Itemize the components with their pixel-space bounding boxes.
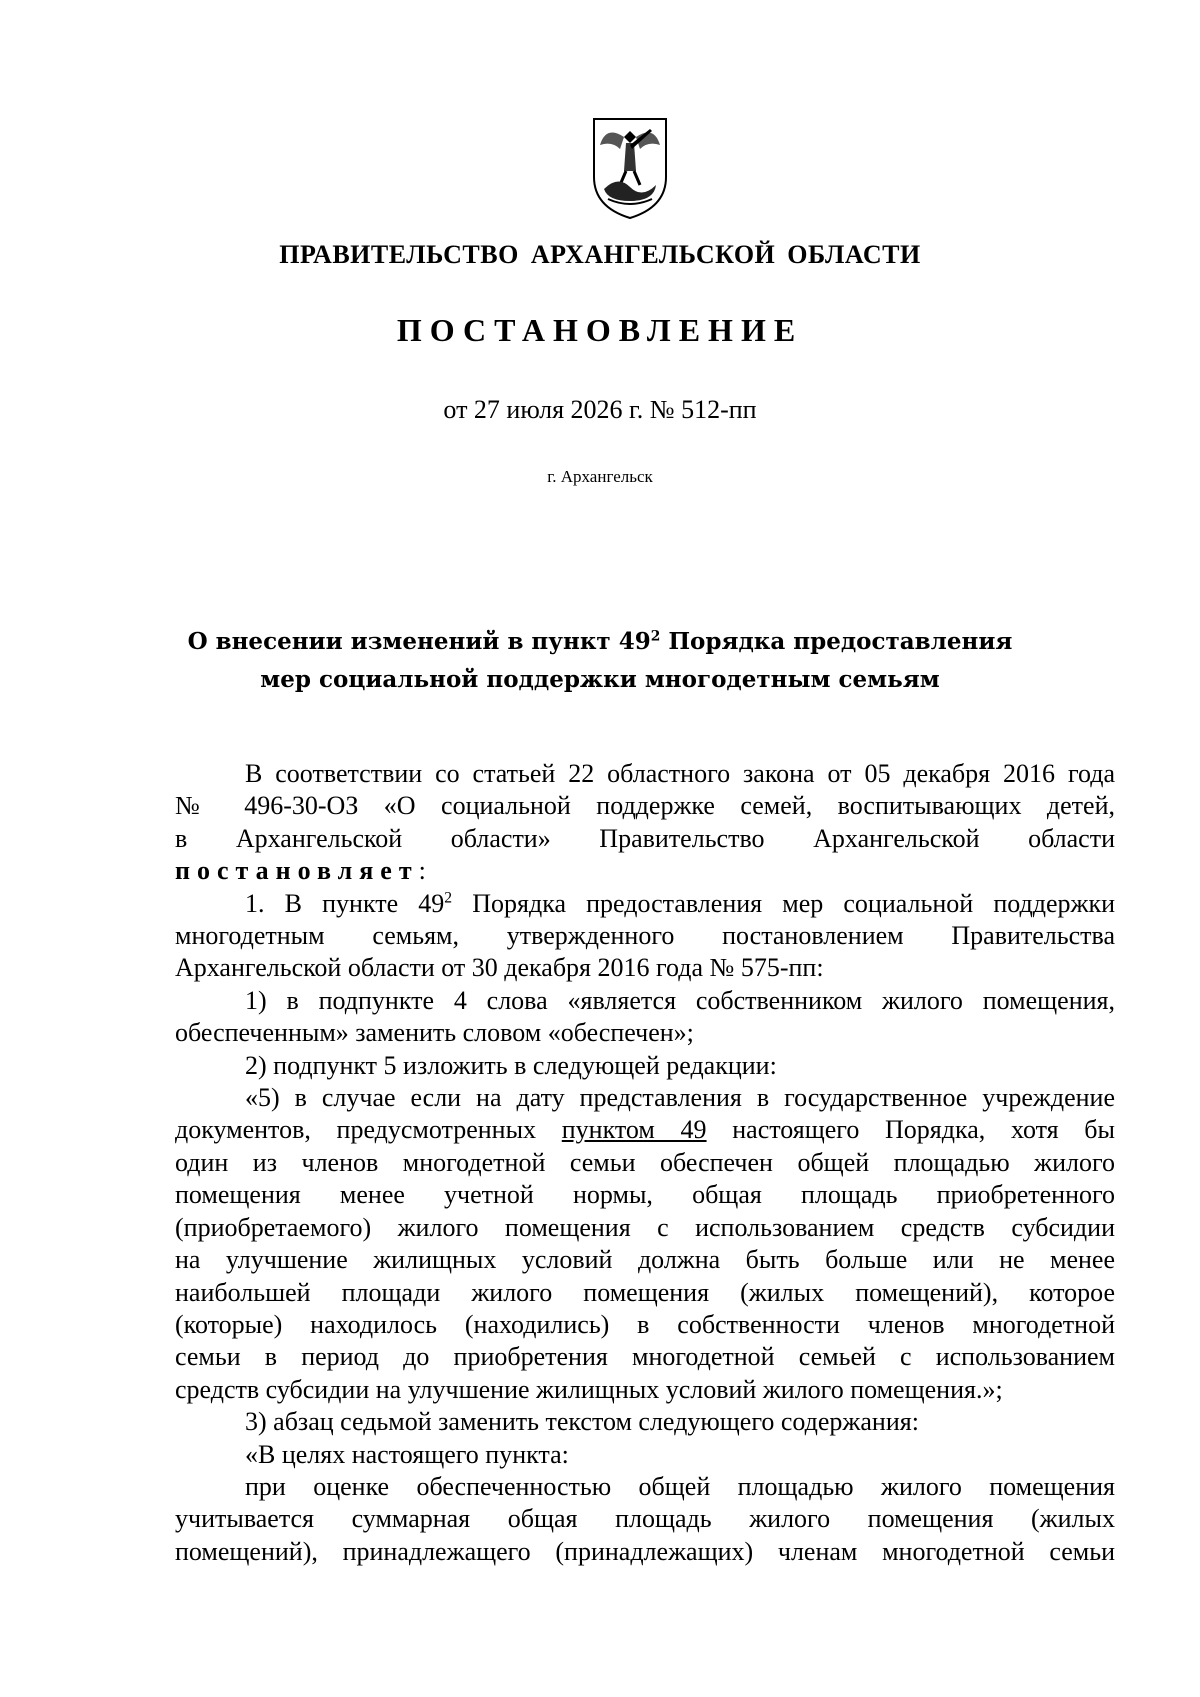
- body-line: семьи в период до приобретения многодетной семьей с использованием: [175, 1342, 1115, 1372]
- document-title: [0, 623, 1200, 699]
- body-line: один из членов многодетной семьи обеспечен общей площадью жилого: [175, 1147, 1115, 1177]
- resolves-word: постановляет: [175, 856, 419, 886]
- body-line: Архангельской области от 30 декабря 2016 года № 575-пп:: [175, 953, 824, 983]
- document-body: [175, 758, 1115, 1568]
- body-line: (приобретаемого) жилого помещения с использованием средств субсидии: [175, 1212, 1115, 1242]
- body-line: документов, предусмотренных пунктом 49 настоящего Порядка, хотя бы: [175, 1115, 1115, 1145]
- body-line: № 496-30-ОЗ «О социальной поддержке семей, воспитывающих детей,: [175, 791, 1115, 821]
- body-line: 1. В пункте $49^2$ Порядка предоставления мер социальной поддержки: [245, 888, 1115, 918]
- title-line-1: О внесении изменений в пункт $49^2$ Порядка предоставления: [187, 628, 1013, 655]
- body-line: наибольшей площади жилого помещения (жилых помещений), которое: [175, 1277, 1115, 1307]
- body-line: обеспеченным» заменить словом «обеспечен»;: [175, 1018, 694, 1048]
- title-line-2: мер социальной поддержки многодетным семьям: [260, 666, 940, 693]
- body-line: В соответствии со статьей 22 областного закона от 05 декабря 2016 года: [245, 759, 1115, 788]
- point-49-link[interactable]: пунктом 49: [561, 1115, 707, 1145]
- body-line: на улучшение жилищных условий должна быть больше или не менее: [175, 1245, 1115, 1275]
- body-line: учитывается суммарная общая площадь жилого помещения (жилых: [175, 1504, 1115, 1534]
- body-line: помещения менее учетной нормы, общая площадь приобретенного: [175, 1180, 1115, 1210]
- date-and-number: от 27 июля 2026 г. № 512-пп: [443, 395, 757, 424]
- body-line: 3) абзац седьмой заменить текстом следующего содержания:: [245, 1407, 919, 1437]
- body-line: «5) в случае если на дату представления в государственное учреждение: [245, 1083, 1115, 1113]
- body-line: «В целях настоящего пункта:: [245, 1439, 569, 1469]
- government-name: ПРАВИТЕЛЬСТВО АРХАНГЕЛЬСКОЙ ОБЛАСТИ: [279, 240, 921, 269]
- document-type: ПОСТАНОВЛЕНИЕ: [396, 312, 804, 348]
- body-line: помещений), принадлежащего (принадлежащих) членам многодетной семьи: [175, 1536, 1115, 1566]
- body-line: (которые) находилось (находились) в собственности членов многодетной: [175, 1309, 1115, 1339]
- body-line: при оценке обеспеченностью общей площадью жилого помещения: [245, 1471, 1115, 1501]
- body-line: средств субсидии на улучшение жилищных условий жилого помещения.»;: [175, 1374, 1003, 1404]
- body-line: постановляет:: [175, 856, 426, 886]
- arkhangelsk-coat-of-arms-icon: [590, 115, 670, 221]
- city: г. Архангельск: [547, 467, 653, 486]
- body-line: в Архангельской области» Правительство Архангельской области: [175, 823, 1115, 853]
- body-line: 2) подпункт 5 изложить в следующей редакции:: [245, 1050, 777, 1080]
- body-line: многодетным семьям, утвержденного постановлением Правительства: [175, 921, 1115, 951]
- body-line: 1) в подпункте 4 слова «является собственником жилого помещения,: [245, 985, 1115, 1015]
